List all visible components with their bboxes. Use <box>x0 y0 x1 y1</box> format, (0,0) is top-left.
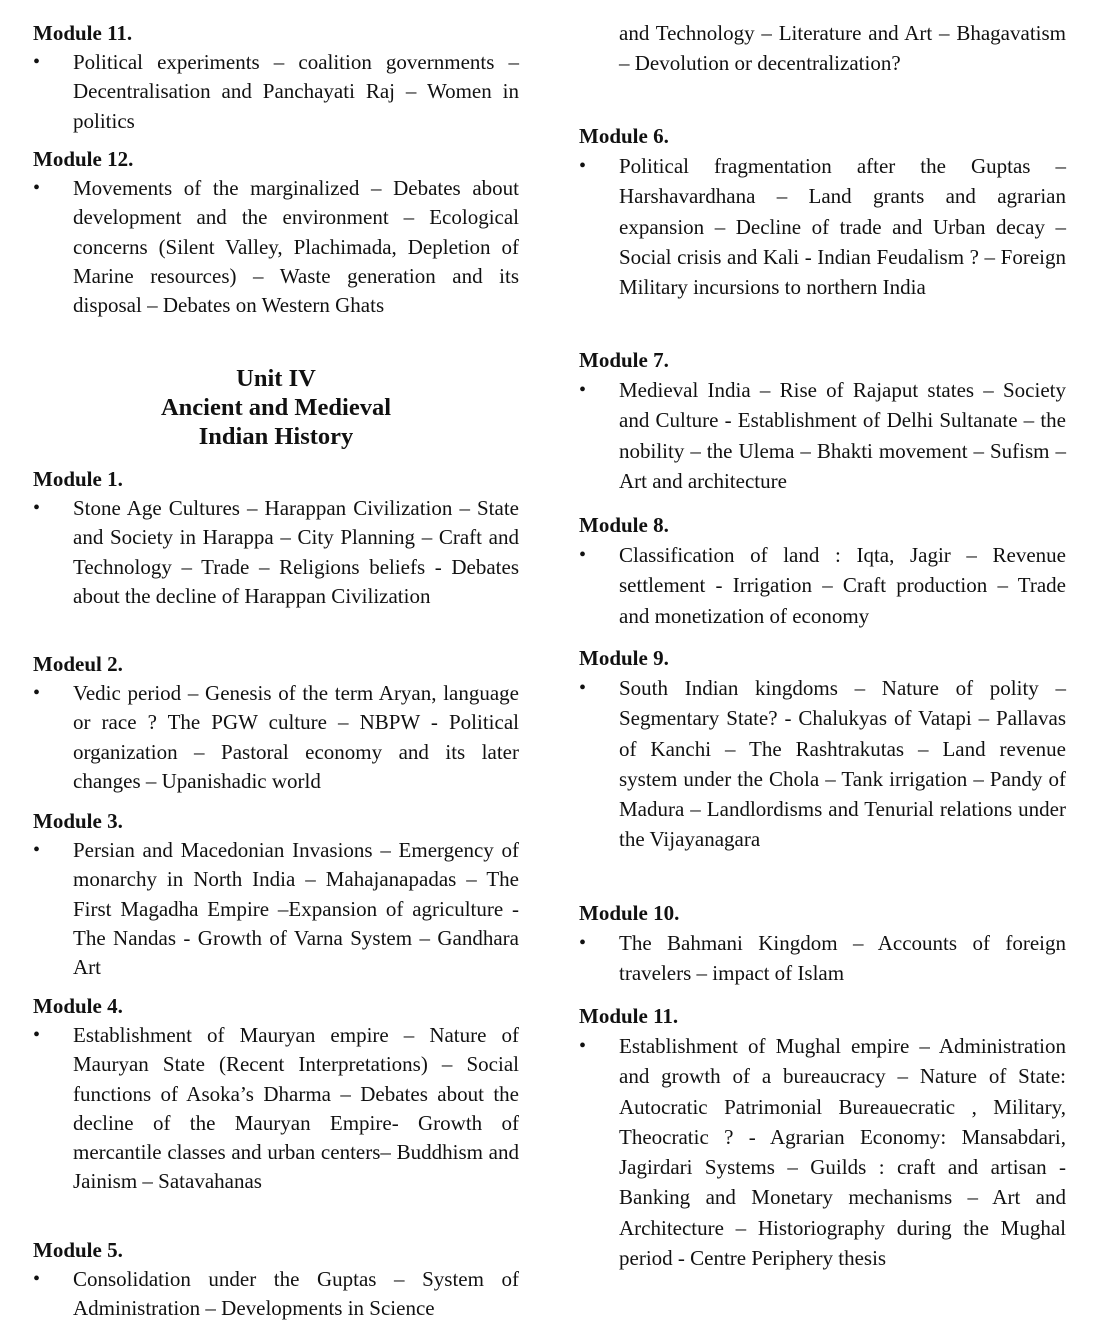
module-topic-item <box>33 494 519 611</box>
unit-number: Unit IV <box>236 365 316 392</box>
module-title: Module 11. <box>579 1004 679 1028</box>
module-block <box>33 650 519 796</box>
unit-heading <box>33 364 519 451</box>
module-block <box>579 644 1066 855</box>
module-topic-text: Establishment of Mauryan empire – Nature of Mauryan State (Recent Interpretations) – Social functions of Asoka’s Dharma – Debates about the decline of the Mauryan Empire- Growth of mercantile classes and urban centers– Buddhism and Jainism – Satavahanas <box>73 1023 519 1194</box>
bullet-icon: • <box>33 497 41 519</box>
module-block <box>579 1002 1066 1273</box>
bullet-icon: • <box>33 1024 41 1046</box>
module-title: Module 12. <box>33 147 134 171</box>
module-topic-text: and Technology – Literature and Art – Bhagavatism – Devolution or decentralization? <box>619 21 1066 76</box>
bullet-icon: • <box>579 544 587 566</box>
module-topic-text: Medieval India – Rise of Rajaput states – Society and Culture - Establishment of Delhi Sultanate – the nobility – the Ulema – Bhakti movement – Sufism – Art and architecture <box>619 378 1066 493</box>
module-block <box>33 1236 519 1324</box>
module-topic-item <box>33 679 519 796</box>
module-title: Module 10. <box>579 901 680 925</box>
unit-title-line: Ancient and Medieval <box>160 394 392 421</box>
continued-topic-text <box>579 18 1066 79</box>
module-topic-item <box>33 174 519 320</box>
module-topic-text: Political experiments – coalition governments – Decentralisation and Panchayati Raj – Women in politics <box>73 50 519 133</box>
bullet-icon: • <box>33 51 41 73</box>
bullet-icon: • <box>33 1268 41 1290</box>
module-topic-text: Stone Age Cultures – Harappan Civilization – State and Society in Harappa – City Planning – Craft and Technology – Trade – Religions beliefs - Debates about the decline of Harappan Civilization <box>73 496 519 608</box>
module-topic-text: Vedic period – Genesis of the term Aryan, language or race ? The PGW culture – NBPW - Political organization – Pastoral economy and its later changes – Upanishadic world <box>73 681 519 793</box>
module-topic-text: Movements of the marginalized – Debates about development and the environment – Ecological concerns (Silent Valley, Plachimada, Depletion of Marine resources) – Waste generation and its disposal – Debates on Western Ghats <box>73 176 519 318</box>
module-title: Module 5. <box>33 1238 123 1262</box>
module-topic-text: The Bahmani Kingdom – Accounts of foreign travelers – impact of Islam <box>619 931 1066 986</box>
module-topic-item <box>579 151 1066 302</box>
module-topic-item <box>33 1265 519 1324</box>
module-title: Module 6. <box>579 124 669 148</box>
module-block <box>579 346 1066 496</box>
bullet-icon: • <box>33 177 41 199</box>
module-topic-text: Persian and Macedonian Invasions – Emergency of monarchy in North India – Mahajanapadas – The First Magadha Empire –Expansion of agriculture - The Nandas - Growth of Varna System – Gandhara Art <box>73 838 519 980</box>
bullet-icon: • <box>579 155 587 177</box>
module-topic-text: Political fragmentation after the Guptas – Harshavardhana – Land grants and agrarian expansion – Decline of trade and Urban decay –Social crisis and Kali - Indian Feudalism ? – Foreign Military incursions to northern India <box>619 154 1066 300</box>
module-title: Module 11. <box>33 21 133 45</box>
module-topic-item <box>579 1031 1066 1273</box>
bullet-icon: • <box>579 677 587 699</box>
module-topic-text: Consolidation under the Guptas – System of Administration – Developments in Science <box>73 1267 519 1321</box>
module-title: Module 7. <box>579 348 669 372</box>
module-topic-item <box>579 375 1066 496</box>
bullet-icon: • <box>33 839 41 861</box>
module-topic-item <box>579 540 1066 631</box>
bullet-icon: • <box>33 682 41 704</box>
module-topic-text: Establishment of Mughal empire – Administration and growth of a bureaucracy – Nature of State: Autocratic Patrimonial Bureauecratic , Military, Theocratic ? - Agrarian Economy: Mansabdari, Jagirdari Systems – Guilds : craft and artisan - Banking and Monetary mechanisms – Art and Architecture – Historiography during the Mughal period - Centre Periphery thesis <box>619 1034 1066 1271</box>
module-block <box>579 511 1066 631</box>
module-block <box>33 19 519 136</box>
module-block <box>579 899 1066 989</box>
module-topic-text: Classification of land : Iqta, Jagir – Revenue settlement - Irrigation – Craft production – Trade and monetization of economy <box>619 543 1066 628</box>
module-block <box>33 145 519 320</box>
module-topic-item <box>579 673 1066 855</box>
module-block <box>33 465 519 611</box>
module-topic-text: South Indian kingdoms – Nature of polity – Segmentary State? - Chalukyas of Vatapi – Pallavas of Kanchi – The Rashtrakutas – Land revenue system under the Chola – Tank irrigation – Pandy of Madura – Landlordisms and Tenurial relations under the Vijayanagara <box>619 676 1066 852</box>
bullet-icon: • <box>579 932 587 954</box>
module-title: Module 8. <box>579 513 669 537</box>
module-topic-item <box>579 928 1066 989</box>
module-title: Module 9. <box>579 646 669 670</box>
bullet-icon: • <box>579 1035 587 1057</box>
module-block <box>579 122 1066 302</box>
module-topic-item <box>33 1021 519 1197</box>
module-title: Module 1. <box>33 467 123 491</box>
unit-title-line: Indian History <box>198 423 354 450</box>
module-title: Modeul 2. <box>33 652 123 676</box>
module-title: Module 3. <box>33 809 123 833</box>
bullet-icon: • <box>579 379 587 401</box>
module-block <box>33 807 519 982</box>
module-block <box>33 992 519 1197</box>
module-topic-item <box>33 48 519 136</box>
module-topic-item <box>33 836 519 982</box>
module-title: Module 4. <box>33 994 123 1018</box>
